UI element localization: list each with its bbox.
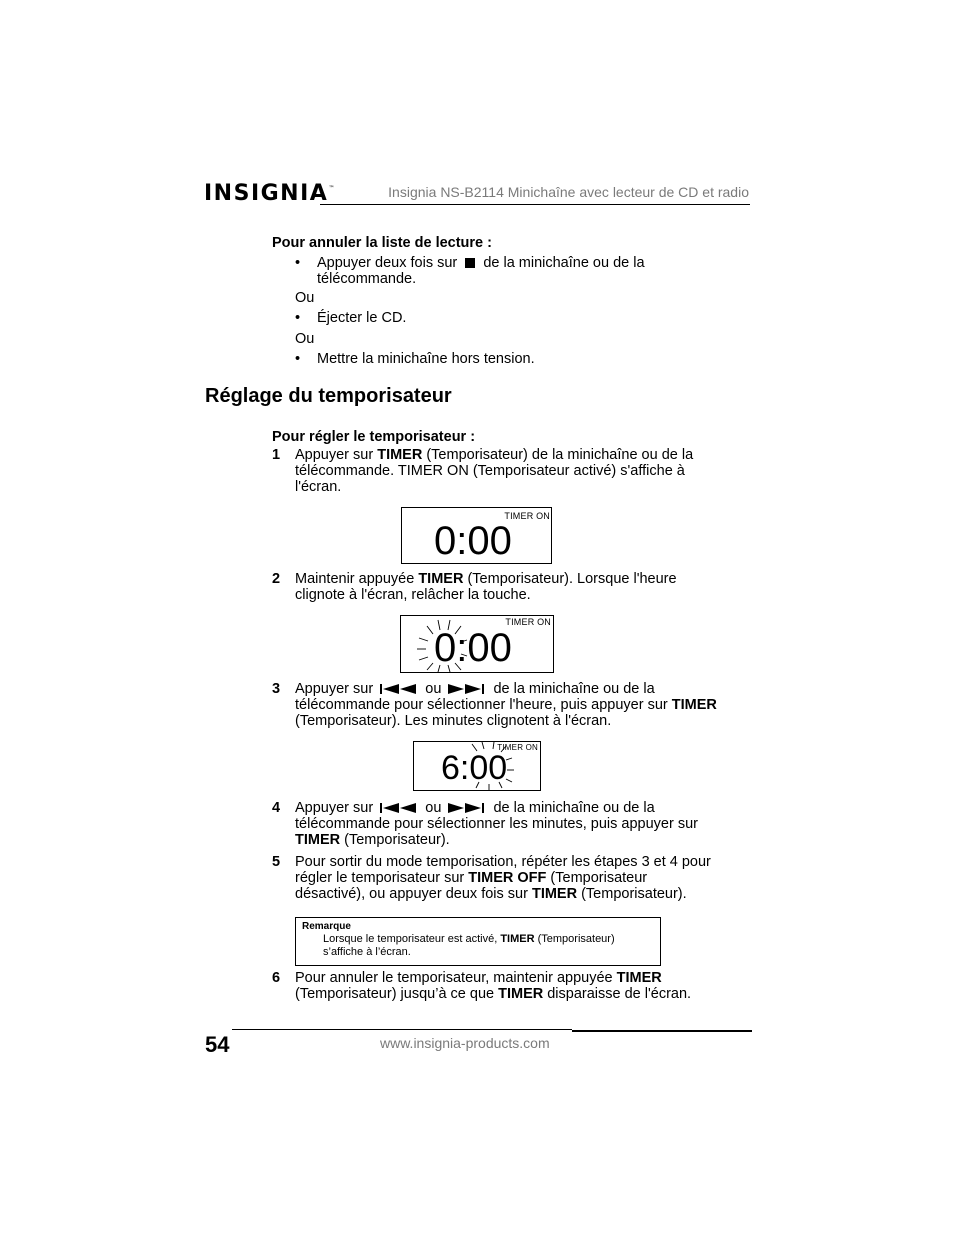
step-number: 3	[272, 681, 281, 697]
lcd-digits: 0:00	[434, 519, 512, 563]
header-rule	[320, 204, 750, 205]
lcd-display-3	[413, 741, 541, 791]
section-subheading: Pour régler le temporisateur :	[272, 429, 476, 445]
timer-on-indicator: TIMER ON	[497, 743, 538, 752]
step-number: 4	[272, 800, 281, 816]
step-number: 6	[272, 970, 281, 986]
timer-on-indicator: TIMER ON	[505, 617, 551, 627]
section-title: Réglage du temporisateur	[205, 385, 452, 407]
page-number: 54	[205, 1032, 230, 1057]
lcd-digits: 0:00	[434, 626, 512, 670]
footer-url: www.insignia-products.com	[380, 1035, 550, 1051]
header-title: Insignia NS-B2114 Minichaîne avec lecteur de CD et radio	[388, 184, 749, 200]
step-6-text: Pour annuler le temporisateur, maintenir appuyée TIMER (Temporisateur) jusqu’à ce que TIMER disparaisse de l'écran.	[295, 970, 692, 1002]
step-2-text: Maintenir appuyée TIMER (Temporisateur). Lorsque l'heure clignote à l'écran, relâcher la touche.	[295, 571, 677, 603]
bullet-dot: •	[295, 310, 301, 326]
next-track-icon	[448, 802, 486, 814]
stop-icon	[465, 258, 475, 268]
next-track-icon	[448, 683, 486, 695]
bullet-dot: •	[295, 255, 301, 271]
cancel-bullet-3: Mettre la minichaîne hors tension.	[317, 351, 535, 367]
cancel-bullet-1: Appuyer deux fois sur de la minichaîne ou de la télécommande.	[317, 255, 645, 287]
step-number: 2	[272, 571, 281, 587]
footer-rule	[232, 1029, 572, 1030]
note-text: Lorsque le temporisateur est activé, TIMER (Temporisateur) s’affiche à l’écran.	[323, 933, 615, 958]
cancel-bullet-2: Éjecter le CD.	[317, 310, 407, 326]
step-number: 1	[272, 447, 281, 463]
lcd-display-2	[400, 615, 554, 673]
lcd-digits: 6:00	[441, 749, 508, 787]
or-text-1: Ou	[295, 290, 315, 306]
lcd-display-1	[401, 507, 552, 564]
timer-on-indicator: TIMER ON	[504, 511, 550, 521]
footer-rule	[572, 1030, 752, 1032]
or-text-2: Ou	[295, 331, 315, 347]
step-3-text: Appuyer sur ou de la minichaîne ou de la télécommande pour sélectionner l'heure, puis appuyer sur TIMER (Temporisateur). Les minutes clignotent à l'écran.	[295, 681, 717, 729]
bullet-dot: •	[295, 351, 301, 367]
step-5-text: Pour sortir du mode temporisation, répéter les étapes 3 et 4 pour régler le temporisateur sur TIMER OFF (Temporisateur désactivé), ou appuyer deux fois sur TIMER (Temporisateur).	[295, 854, 711, 902]
note-title: Remarque	[302, 921, 351, 932]
note-box	[295, 917, 661, 966]
step-4-text: Appuyer sur ou de la minichaîne ou de la télécommande pour sélectionner les minutes, puis appuyer sur TIMER (Temporisateur).	[295, 800, 698, 848]
brand-logo: INSIGNIA™	[204, 181, 336, 206]
cancel-playlist-heading: Pour annuler la liste de lecture :	[272, 235, 492, 251]
step-1-text: Appuyer sur TIMER (Temporisateur) de la minichaîne ou de la télécommande. TIMER ON (Temporisateur activé) s'affiche à l'écran.	[295, 447, 694, 495]
previous-track-icon	[380, 683, 418, 695]
previous-track-icon	[380, 802, 418, 814]
step-number: 5	[272, 854, 281, 870]
